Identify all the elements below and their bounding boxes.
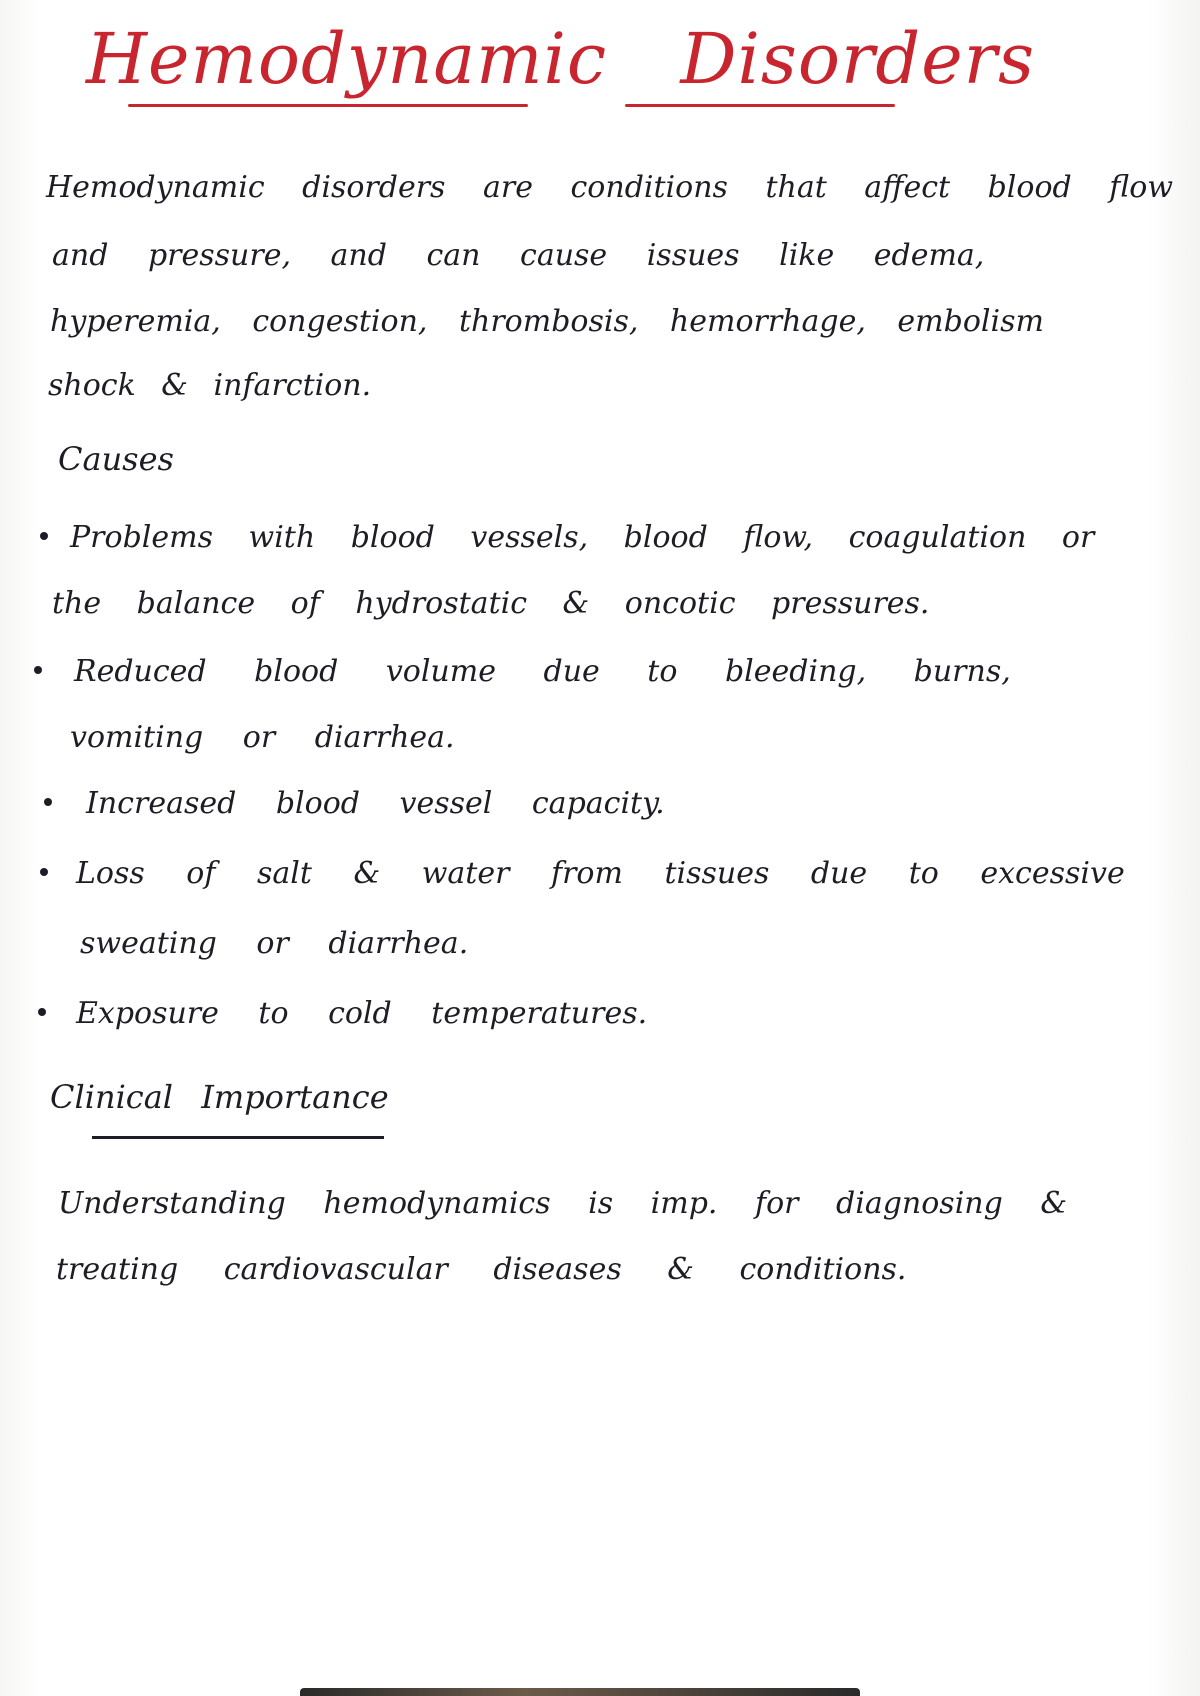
bullet-line: Increased blood vessel capacity. <box>86 786 665 821</box>
bullet-line: Loss of salt & water from tissues due to excessive <box>76 856 1125 891</box>
clinical-heading-underline <box>92 1136 384 1139</box>
title-underline-right <box>625 104 895 107</box>
bullet-line: Problems with blood vessels, blood flow, coagulation or <box>70 520 1095 555</box>
title-underline-left <box>128 104 528 107</box>
intro-line: and pressure, and can cause issues like edema, <box>52 238 985 273</box>
clinical-line: treating cardiovascular diseases & conditions. <box>56 1252 907 1287</box>
causes-heading: Causes <box>58 440 174 478</box>
bullet-line: sweating or diarrhea. <box>80 926 469 961</box>
clinical-line: Understanding hemodynamics is imp. for diagnosing & <box>58 1186 1068 1221</box>
bullet-line: the balance of hydrostatic & oncotic pressures. <box>52 586 930 621</box>
bullet-line: Exposure to cold temperatures. <box>76 996 648 1031</box>
bullet-dot <box>40 868 48 876</box>
page-title: Hemodynamic Disorders <box>86 18 1036 100</box>
bullet-dot <box>44 798 52 806</box>
intro-line: shock & infarction. <box>48 368 372 403</box>
bullet-line: Reduced blood volume due to bleeding, burns, <box>74 654 1011 689</box>
intro-line: Hemodynamic disorders are conditions that affect blood flow <box>46 170 1174 205</box>
bullet-line: vomiting or diarrhea. <box>70 720 455 755</box>
bullet-dot <box>40 532 48 540</box>
intro-line: hyperemia, congestion, thrombosis, hemorrhage, embolism <box>50 304 1044 339</box>
bullet-dot <box>34 666 42 674</box>
bullet-dot <box>38 1008 46 1016</box>
clinical-heading: Clinical Importance <box>50 1078 389 1116</box>
bottom-edge-smudge <box>300 1688 860 1696</box>
